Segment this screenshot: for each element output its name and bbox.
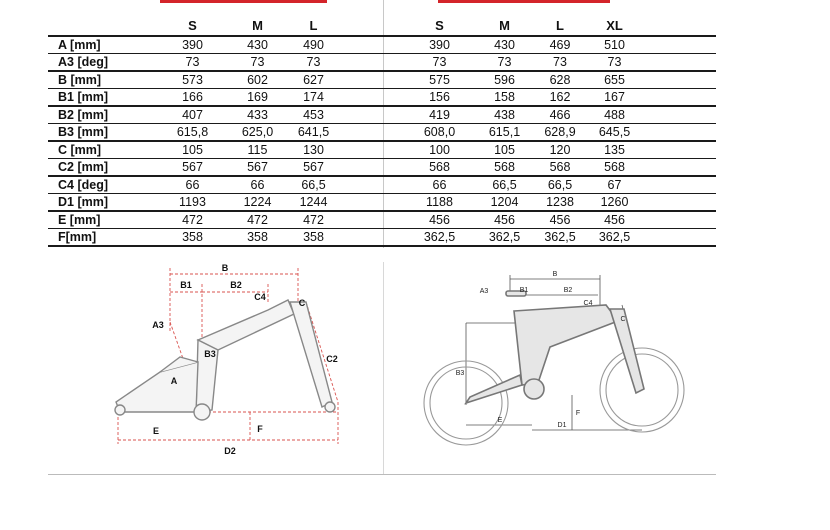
value-cell: 456 xyxy=(403,211,476,229)
spacer-cell xyxy=(383,71,403,89)
size-header: XL xyxy=(606,17,623,33)
value-cell: 602 xyxy=(230,71,285,89)
dim-label-b2: B2 xyxy=(563,287,573,294)
spacer-cell xyxy=(342,159,383,177)
value-cell: 568 xyxy=(476,159,533,177)
size-header: L xyxy=(309,17,318,33)
value-cell: 66,5 xyxy=(476,176,533,194)
dim-label-b1: B1 xyxy=(180,280,192,290)
value-cell: 567 xyxy=(230,159,285,177)
value-cell: 568 xyxy=(533,159,587,177)
dim-label-b3: B3 xyxy=(204,349,216,359)
spacer-cell xyxy=(383,36,403,54)
value-cell: 362,5 xyxy=(403,229,476,247)
value-cell: 641,5 xyxy=(285,124,342,142)
table-row xyxy=(383,229,716,247)
value-cell: 419 xyxy=(403,106,476,124)
value-cell: 158 xyxy=(476,89,533,107)
value-cell: 115 xyxy=(230,141,285,159)
spacer-cell xyxy=(642,106,716,124)
value-cell: 625,0 xyxy=(230,124,285,142)
spacer-cell xyxy=(383,211,403,229)
dim-label-d1: D1 xyxy=(557,422,567,429)
value-cell: 135 xyxy=(587,141,642,159)
value-cell: 73 xyxy=(476,54,533,72)
value-cell: 105 xyxy=(476,141,533,159)
left-table-header xyxy=(48,15,383,36)
value-cell: 362,5 xyxy=(587,229,642,247)
value-cell: 73 xyxy=(230,54,285,72)
spacer-cell xyxy=(342,229,383,247)
value-cell: 1238 xyxy=(533,194,587,212)
dim-label-f: F xyxy=(575,410,581,417)
dim-label-c4: C4 xyxy=(583,300,593,307)
value-cell: 100 xyxy=(403,141,476,159)
value-cell: 456 xyxy=(476,211,533,229)
value-cell: 655 xyxy=(587,71,642,89)
value-cell: 1204 xyxy=(476,194,533,212)
spacer-cell xyxy=(342,176,383,194)
value-cell: 362,5 xyxy=(533,229,587,247)
value-cell: 67 xyxy=(587,176,642,194)
dimension-label: B1 [mm] xyxy=(48,89,155,107)
table-row xyxy=(383,106,716,124)
spacer-cell xyxy=(642,124,716,142)
spacer-cell xyxy=(342,141,383,159)
spacer-cell xyxy=(383,159,403,177)
value-cell: 615,1 xyxy=(476,124,533,142)
table-row xyxy=(48,36,383,54)
dimension-label: D1 [mm] xyxy=(48,194,155,212)
spacer-cell xyxy=(383,54,403,72)
dim-label-e: E xyxy=(152,426,160,436)
dimension-label: F[mm] xyxy=(48,229,155,247)
frame-geometry-diagram xyxy=(100,262,370,462)
spacer-cell xyxy=(383,89,403,107)
spacer-cell xyxy=(342,36,383,54)
value-cell: 466 xyxy=(533,106,587,124)
dim-label-f: F xyxy=(257,424,263,434)
value-cell: 490 xyxy=(285,36,342,54)
dimension-label: A3 [deg] xyxy=(48,54,155,72)
value-cell: 390 xyxy=(403,36,476,54)
dim-label-d2: D2 xyxy=(224,446,236,456)
value-cell: 66 xyxy=(403,176,476,194)
dim-label-c: C xyxy=(298,298,306,308)
value-cell: 645,5 xyxy=(587,124,642,142)
value-cell: 615,8 xyxy=(155,124,230,142)
table-row xyxy=(383,159,716,177)
value-cell: 628,9 xyxy=(533,124,587,142)
spacer-cell xyxy=(342,89,383,107)
dim-label-c4: C4 xyxy=(254,292,266,302)
right-table-body xyxy=(383,36,716,246)
table-row xyxy=(48,141,383,159)
value-cell: 73 xyxy=(533,54,587,72)
value-cell: 430 xyxy=(476,36,533,54)
table-row xyxy=(48,106,383,124)
value-cell: 430 xyxy=(230,36,285,54)
dimension-label: E [mm] xyxy=(48,211,155,229)
table-row xyxy=(383,176,716,194)
table-row xyxy=(383,124,716,142)
table-row xyxy=(383,194,716,212)
dimension-label: B3 [mm] xyxy=(48,124,155,142)
dimension-label: A [mm] xyxy=(48,36,155,54)
spacer-cell xyxy=(642,211,716,229)
value-cell: 453 xyxy=(285,106,342,124)
dimension-label: B [mm] xyxy=(48,71,155,89)
value-cell: 567 xyxy=(155,159,230,177)
size-header: S xyxy=(188,17,197,33)
left-header-accent-bar xyxy=(160,0,327,3)
spacer-cell xyxy=(342,194,383,212)
value-cell: 1193 xyxy=(155,194,230,212)
value-cell: 358 xyxy=(230,229,285,247)
size-header: S xyxy=(435,17,444,33)
spacer-cell xyxy=(342,54,383,72)
spacer-cell xyxy=(342,211,383,229)
spacer-cell xyxy=(342,124,383,142)
value-cell: 66,5 xyxy=(533,176,587,194)
dim-label-b: B xyxy=(552,271,558,278)
spacer-cell xyxy=(642,229,716,247)
value-cell: 1188 xyxy=(403,194,476,212)
value-cell: 362,5 xyxy=(476,229,533,247)
right-header-accent-bar xyxy=(438,0,610,3)
spacer-cell xyxy=(383,141,403,159)
dim-label-b3: B3 xyxy=(455,370,465,377)
table-row xyxy=(383,71,716,89)
value-cell: 567 xyxy=(285,159,342,177)
value-cell: 627 xyxy=(285,71,342,89)
value-cell: 510 xyxy=(587,36,642,54)
value-cell: 472 xyxy=(230,211,285,229)
size-header: L xyxy=(556,17,564,33)
dim-label-a: A xyxy=(170,376,178,386)
value-cell: 162 xyxy=(533,89,587,107)
value-cell: 472 xyxy=(155,211,230,229)
table-row xyxy=(48,89,383,107)
value-cell: 1224 xyxy=(230,194,285,212)
value-cell: 120 xyxy=(533,141,587,159)
value-cell: 105 xyxy=(155,141,230,159)
value-cell: 73 xyxy=(155,54,230,72)
right-geometry-table xyxy=(383,15,716,247)
table-row xyxy=(48,211,383,229)
table-row xyxy=(48,71,383,89)
value-cell: 488 xyxy=(587,106,642,124)
value-cell: 568 xyxy=(587,159,642,177)
value-cell: 174 xyxy=(285,89,342,107)
value-cell: 169 xyxy=(230,89,285,107)
left-table-body xyxy=(48,36,383,246)
value-cell: 1260 xyxy=(587,194,642,212)
table-row xyxy=(48,194,383,212)
bike-geometry-diagram xyxy=(410,265,710,470)
value-cell: 130 xyxy=(285,141,342,159)
spacer-cell xyxy=(642,159,716,177)
spacer-cell xyxy=(383,124,403,142)
value-cell: 469 xyxy=(533,36,587,54)
size-header: M xyxy=(499,17,510,33)
value-cell: 390 xyxy=(155,36,230,54)
table-row xyxy=(48,54,383,72)
table-row xyxy=(383,36,716,54)
value-cell: 407 xyxy=(155,106,230,124)
dim-label-a3: A3 xyxy=(479,288,489,295)
value-cell: 628 xyxy=(533,71,587,89)
value-cell: 73 xyxy=(403,54,476,72)
spacer-cell xyxy=(642,89,716,107)
right-table-header xyxy=(383,15,716,36)
dim-label-e: E xyxy=(497,417,503,424)
spacer-cell xyxy=(642,71,716,89)
table-row xyxy=(383,141,716,159)
value-cell: 608,0 xyxy=(403,124,476,142)
left-geometry-table xyxy=(48,15,383,247)
value-cell: 573 xyxy=(155,71,230,89)
value-cell: 568 xyxy=(403,159,476,177)
size-header: M xyxy=(252,17,263,33)
table-row xyxy=(383,54,716,72)
spacer-cell xyxy=(642,36,716,54)
table-row xyxy=(48,176,383,194)
value-cell: 472 xyxy=(285,211,342,229)
spacer-cell xyxy=(383,176,403,194)
table-row xyxy=(48,159,383,177)
dim-label-c: C xyxy=(620,316,626,323)
value-cell: 166 xyxy=(155,89,230,107)
value-cell: 358 xyxy=(285,229,342,247)
value-cell: 433 xyxy=(230,106,285,124)
spacer-cell xyxy=(383,194,403,212)
spacer-cell xyxy=(642,194,716,212)
spacer-cell xyxy=(383,106,403,124)
value-cell: 575 xyxy=(403,71,476,89)
spacer-cell xyxy=(642,176,716,194)
value-cell: 358 xyxy=(155,229,230,247)
dim-label-b2: B2 xyxy=(230,280,242,290)
value-cell: 66 xyxy=(155,176,230,194)
table-row xyxy=(48,124,383,142)
dimension-label: C [mm] xyxy=(48,141,155,159)
value-cell: 66,5 xyxy=(285,176,342,194)
diagram-divider xyxy=(383,262,384,475)
value-cell: 167 xyxy=(587,89,642,107)
value-cell: 438 xyxy=(476,106,533,124)
spacer-cell xyxy=(383,229,403,247)
dim-label-b1: B1 xyxy=(519,287,529,294)
value-cell: 66 xyxy=(230,176,285,194)
value-cell: 73 xyxy=(285,54,342,72)
bottom-divider xyxy=(48,474,716,475)
dimension-label: C2 [mm] xyxy=(48,159,155,177)
dim-label-b: B xyxy=(221,263,229,273)
dimension-label: B2 [mm] xyxy=(48,106,155,124)
value-cell: 596 xyxy=(476,71,533,89)
spacer-cell xyxy=(342,71,383,89)
spacer-cell xyxy=(642,141,716,159)
spacer-cell xyxy=(342,106,383,124)
value-cell: 156 xyxy=(403,89,476,107)
table-row xyxy=(383,211,716,229)
value-cell: 73 xyxy=(587,54,642,72)
value-cell: 456 xyxy=(587,211,642,229)
spacer-cell xyxy=(642,54,716,72)
table-row xyxy=(383,89,716,107)
table-row xyxy=(48,229,383,247)
dim-label-a3: A3 xyxy=(152,320,164,330)
value-cell: 1244 xyxy=(285,194,342,212)
dim-label-c2: C2 xyxy=(326,354,338,364)
value-cell: 456 xyxy=(533,211,587,229)
dimension-label: C4 [deg] xyxy=(48,176,155,194)
